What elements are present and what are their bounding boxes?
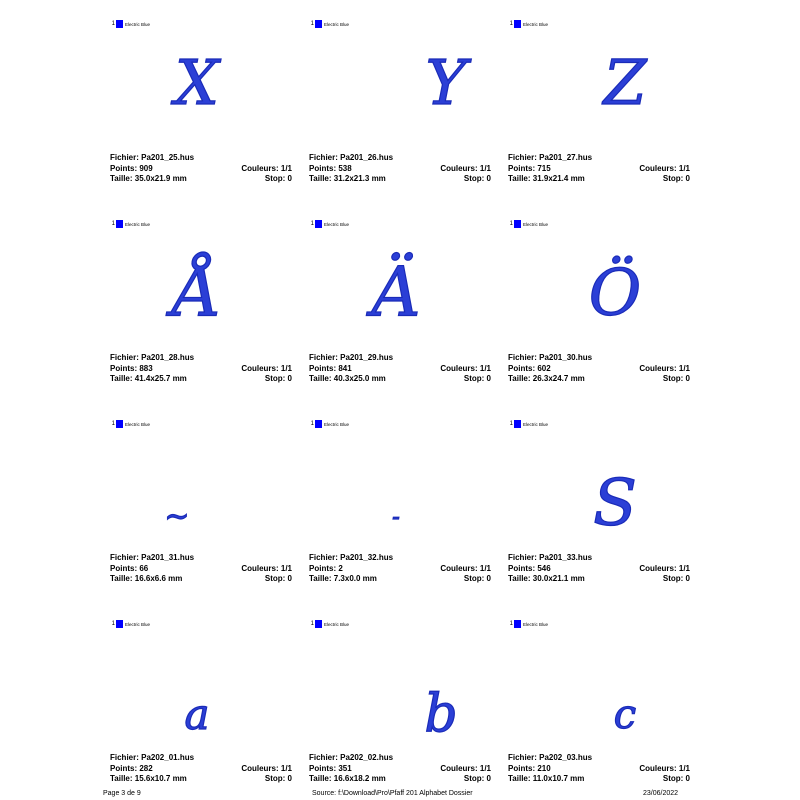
design-size: Taille: 16.6x18.2 mm: [309, 774, 386, 783]
file-name: Fichier: Pa202_02.hus: [309, 753, 394, 762]
embroidery-glyph: [336, 238, 456, 338]
thread-name: Electric Blue: [523, 621, 549, 627]
design-size: Taille: 30.0x21.1 mm: [508, 574, 585, 583]
file-name: Fichier: Pa201_26.hus: [309, 153, 394, 162]
embroidery-preview: [500, 628, 690, 748]
stop-count: Stop: 0: [463, 174, 491, 183]
embroidery-preview: [102, 628, 292, 748]
stitch-points: Points: 546: [508, 563, 551, 573]
stop-count: Stop: 0: [463, 574, 491, 583]
thread-number: 1: [111, 221, 115, 227]
stitch-points: Points: 351: [309, 763, 352, 773]
glyph-letter: S: [593, 466, 637, 541]
file-name: Fichier: Pa201_29.hus: [309, 353, 394, 362]
stitch-points: Points: 210: [508, 763, 551, 773]
design-card: [301, 10, 491, 195]
thread-number: 1: [509, 621, 513, 627]
design-info: [110, 353, 292, 385]
design-card: [102, 610, 292, 795]
thread-color-swatch: [514, 420, 521, 428]
design-card: [102, 210, 292, 395]
stop-count: Stop: 0: [463, 774, 491, 783]
color-count: Couleurs: 1/1: [440, 363, 491, 373]
page-number: Page 3 de 9: [103, 790, 141, 797]
embroidery-glyph: [137, 238, 257, 338]
glyph-letter: Z: [603, 46, 647, 120]
color-count: Couleurs: 1/1: [241, 363, 292, 373]
embroidery-glyph: [336, 438, 456, 538]
file-name: Fichier: Pa202_01.hus: [110, 753, 195, 762]
embroidery-glyph: [535, 638, 655, 738]
thread-name: Electric Blue: [125, 421, 151, 427]
stitch-points: Points: 841: [309, 363, 352, 373]
thread-name: Electric Blue: [125, 21, 151, 27]
design-size: Taille: 7.3x0.0 mm: [309, 574, 377, 583]
design-card: [500, 10, 690, 195]
thread-color-swatch: [116, 420, 123, 428]
source-path: Source: f:\Download\Pro\Pfaff 201 Alphabet Dossier: [312, 790, 473, 797]
design-card: [102, 10, 292, 195]
thread-color-swatch: [315, 220, 322, 228]
stop-count: Stop: 0: [264, 574, 292, 583]
thread-number: 1: [111, 621, 115, 627]
design-info: [508, 753, 690, 785]
thread-number: 1: [509, 221, 513, 227]
design-size: Taille: 15.6x10.7 mm: [110, 774, 187, 783]
file-name: Fichier: Pa201_25.hus: [110, 153, 195, 162]
design-card: [301, 410, 491, 595]
glyph-letter: a: [184, 690, 210, 739]
thread-number: 1: [310, 621, 314, 627]
design-size: Taille: 31.9x21.4 mm: [508, 174, 585, 183]
thread-name: Electric Blue: [324, 421, 350, 427]
glyph-letter: X: [174, 46, 220, 120]
embroidery-glyph: [336, 638, 458, 745]
design-card: [500, 210, 690, 395]
stop-count: Stop: 0: [463, 374, 491, 383]
thread-number: 1: [509, 21, 513, 27]
design-info: [508, 353, 690, 385]
design-info: [110, 553, 292, 585]
color-count: Couleurs: 1/1: [241, 563, 292, 573]
design-card: [500, 610, 690, 795]
color-count: Couleurs: 1/1: [639, 163, 690, 173]
stop-count: Stop: 0: [662, 574, 690, 583]
embroidery-glyph: [137, 438, 257, 538]
file-name: Fichier: Pa201_28.hus: [110, 353, 195, 362]
embroidery-preview: [102, 28, 292, 148]
embroidery-preview: [500, 428, 690, 548]
stitch-points: Points: 883: [110, 363, 153, 373]
design-info: [508, 153, 690, 185]
thread-number: 1: [111, 21, 115, 27]
stitch-points: Points: 715: [508, 163, 551, 173]
design-info: [110, 753, 292, 785]
color-count: Couleurs: 1/1: [639, 763, 690, 773]
thread-number: 1: [111, 421, 115, 427]
file-name: Fichier: Pa201_27.hus: [508, 153, 593, 162]
stitch-points: Points: 909: [110, 163, 153, 173]
thread-color-swatch: [116, 620, 123, 628]
glyph-letter: Ä: [371, 253, 421, 333]
embroidery-glyph: [137, 638, 257, 738]
design-card: [500, 410, 690, 595]
color-count: Couleurs: 1/1: [639, 563, 690, 573]
stop-count: Stop: 0: [264, 774, 292, 783]
thread-name: Electric Blue: [324, 21, 350, 27]
file-name: Fichier: Pa201_32.hus: [309, 553, 394, 562]
stop-count: Stop: 0: [662, 174, 690, 183]
design-size: Taille: 16.6x6.6 mm: [110, 574, 183, 583]
file-name: Fichier: Pa201_30.hus: [508, 353, 593, 362]
thread-color-swatch: [514, 220, 521, 228]
thread-color-swatch: [514, 620, 521, 628]
thread-color-swatch: [514, 20, 521, 28]
thread-name: Electric Blue: [324, 221, 350, 227]
file-name: Fichier: Pa201_31.hus: [110, 553, 195, 562]
design-info: [309, 153, 491, 185]
embroidery-glyph: [336, 38, 467, 138]
design-info: [309, 753, 491, 785]
glyph-letter: ~: [164, 499, 190, 534]
color-count: Couleurs: 1/1: [241, 763, 292, 773]
thread-name: Electric Blue: [523, 421, 549, 427]
embroidery-glyph: [535, 38, 655, 138]
thread-color-swatch: [315, 420, 322, 428]
embroidery-glyph: [535, 238, 655, 338]
stitch-points: Points: 602: [508, 363, 551, 373]
thread-color-swatch: [116, 220, 123, 228]
embroidery-preview: [500, 228, 690, 348]
design-size: Taille: 11.0x10.7 mm: [508, 774, 585, 783]
embroidery-preview: [102, 428, 292, 548]
thread-number: 1: [310, 221, 314, 227]
embroidery-preview: [301, 428, 491, 548]
file-name: Fichier: Pa202_03.hus: [508, 753, 593, 762]
embroidery-preview: [301, 628, 491, 748]
stop-count: Stop: 0: [662, 774, 690, 783]
thread-name: Electric Blue: [523, 21, 549, 27]
color-count: Couleurs: 1/1: [639, 363, 690, 373]
design-info: [508, 553, 690, 585]
color-count: Couleurs: 1/1: [440, 563, 491, 573]
print-date: 23/06/2022: [643, 790, 679, 797]
glyph-letter: c: [613, 692, 637, 738]
embroidery-preview: [500, 28, 690, 148]
embroidery-glyph: [137, 38, 257, 138]
color-count: Couleurs: 1/1: [440, 763, 491, 773]
design-card: [301, 210, 491, 395]
stitch-points: Points: 538: [309, 163, 352, 173]
thread-number: 1: [310, 421, 314, 427]
embroidery-preview: [301, 28, 491, 148]
design-card: [102, 410, 292, 595]
design-size: Taille: 35.0x21.9 mm: [110, 174, 187, 183]
stitch-points: Points: 66: [110, 563, 149, 573]
file-name: Fichier: Pa201_33.hus: [508, 553, 593, 562]
design-size: Taille: 41.4x25.7 mm: [110, 374, 187, 383]
design-size: Taille: 26.3x24.7 mm: [508, 374, 585, 383]
design-size: Taille: 40.3x25.0 mm: [309, 374, 386, 383]
glyph-letter: Ö: [588, 256, 642, 331]
design-card: [301, 610, 491, 795]
design-info: [110, 153, 292, 185]
thread-name: Electric Blue: [125, 221, 151, 227]
thread-number: 1: [509, 421, 513, 427]
stop-count: Stop: 0: [264, 174, 292, 183]
thread-name: Electric Blue: [324, 621, 350, 627]
thread-name: Electric Blue: [125, 621, 151, 627]
stop-count: Stop: 0: [264, 374, 292, 383]
design-size: Taille: 31.2x21.3 mm: [309, 174, 386, 183]
thread-color-swatch: [315, 620, 322, 628]
thread-number: 1: [310, 21, 314, 27]
color-count: Couleurs: 1/1: [440, 163, 491, 173]
stop-count: Stop: 0: [662, 374, 690, 383]
stitch-points: Points: 282: [110, 763, 153, 773]
embroidery-preview: [301, 228, 491, 348]
glyph-letter: b: [424, 684, 458, 745]
embroidery-preview: [102, 228, 292, 348]
glyph-letter: -: [392, 505, 400, 530]
thread-name: Electric Blue: [523, 221, 549, 227]
thread-color-swatch: [315, 20, 322, 28]
embroidery-glyph: [535, 438, 655, 541]
glyph-letter: Å: [172, 253, 222, 333]
design-info: [309, 553, 491, 585]
design-info: [309, 353, 491, 385]
thread-color-swatch: [116, 20, 123, 28]
stitch-points: Points: 2: [309, 563, 343, 573]
color-count: Couleurs: 1/1: [241, 163, 292, 173]
glyph-letter: Y: [425, 46, 467, 120]
